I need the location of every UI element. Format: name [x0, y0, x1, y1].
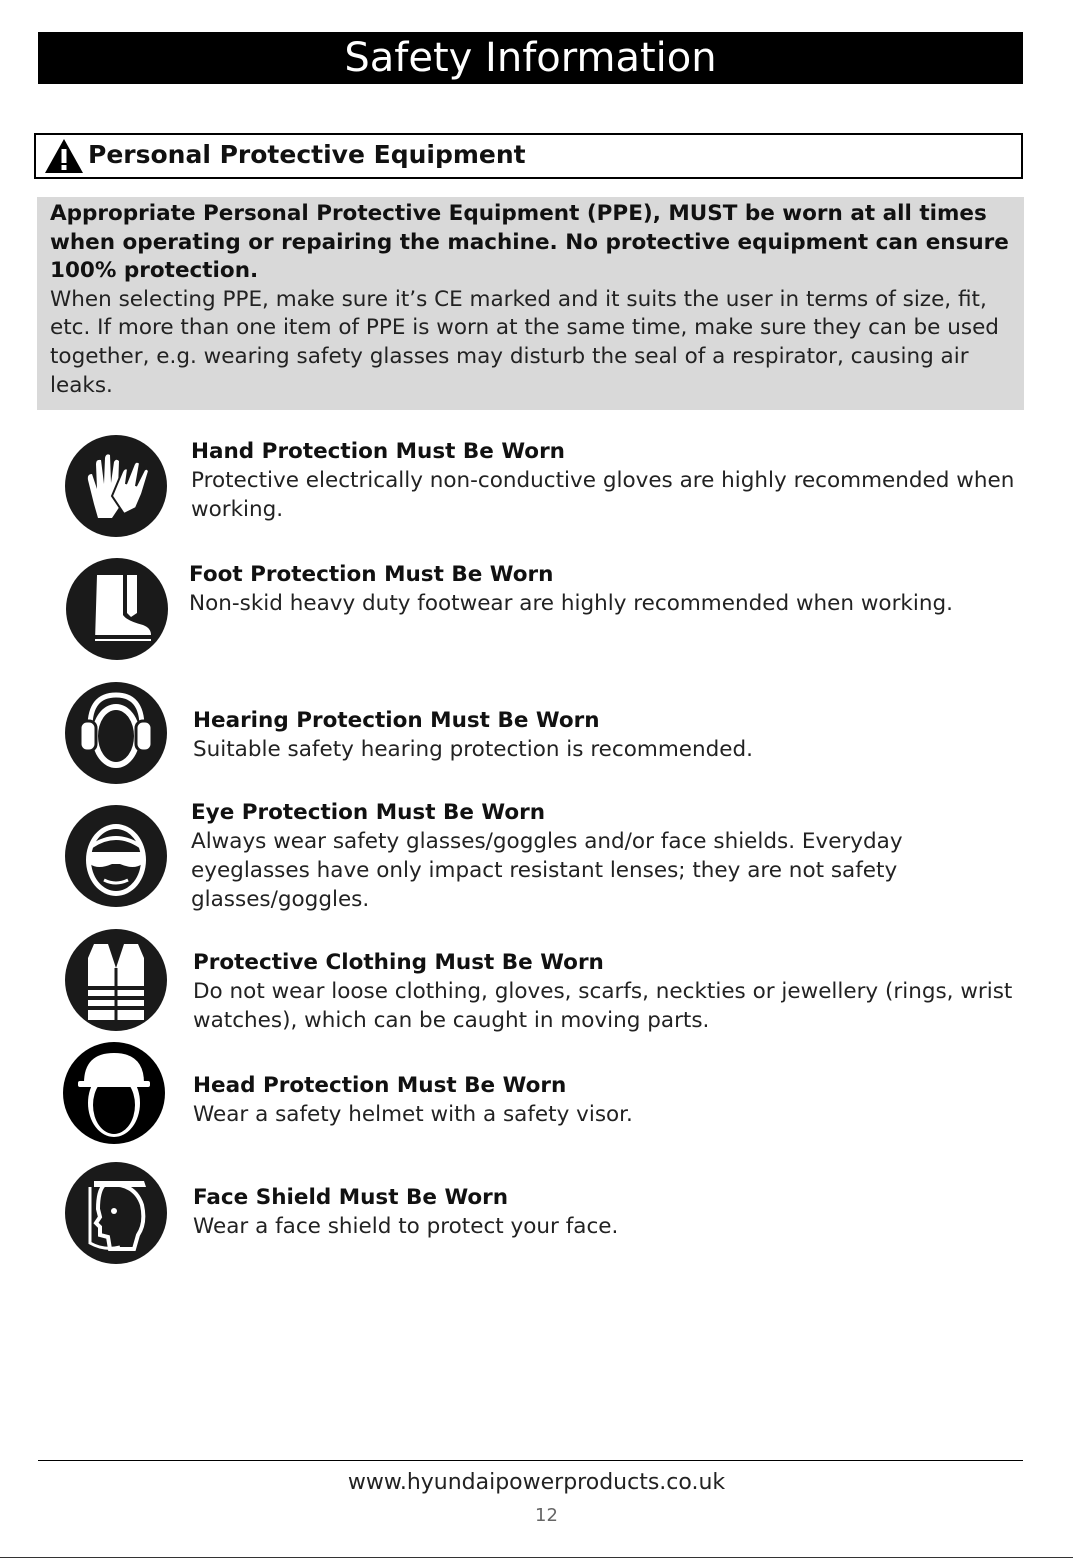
item-heading: Face Shield Must Be Worn: [193, 1185, 509, 1210]
item-heading: Protective Clothing Must Be Worn: [193, 950, 604, 975]
safety-glasses-icon: [64, 804, 168, 908]
page-title: Safety Information: [38, 32, 1023, 84]
ppe-intro-panel: [37, 197, 1024, 410]
item-heading: Hand Protection Must Be Worn: [191, 439, 565, 464]
gloves-icon: [64, 434, 168, 538]
ppe-intro-warning: Appropriate Personal Protective Equipment (PPE), MUST be worn at all times when operating or repairing the machine. No protective equipment can ensure 100% protection.: [50, 201, 1009, 284]
item-body: Suitable safety hearing protection is recommended.: [193, 737, 753, 762]
item-body: Non-skid heavy duty footwear are highly recommended when working.: [189, 591, 953, 616]
item-body: Wear a face shield to protect your face.: [193, 1214, 619, 1239]
item-body: Always wear safety glasses/goggles and/or face shields. Everyday eyeglasses have only impact resistant lenses; they are not safety glasses/goggles.: [191, 829, 903, 912]
item-heading: Foot Protection Must Be Worn: [189, 562, 554, 587]
item-body: Wear a safety helmet with a safety visor.: [193, 1102, 633, 1127]
item-heading: Eye Protection Must Be Worn: [191, 800, 546, 825]
boot-icon: [65, 557, 169, 661]
item-heading: Hearing Protection Must Be Worn: [193, 708, 600, 733]
section-header: [34, 133, 1023, 179]
page-number: 12: [535, 1505, 558, 1526]
ppe-intro-body: When selecting PPE, make sure it’s CE marked and it suits the user in terms of size, fit, etc. If more than one item of PPE is worn at the same time, make sure they can be used together, e.g. wearing safety glasses may disturb the seal of a respirator, causing air leaks.: [50, 286, 999, 398]
section-title: Personal Protective Equipment: [88, 140, 526, 169]
hi-vis-vest-icon: [64, 928, 168, 1032]
hard-hat-icon: [62, 1041, 166, 1145]
item-body: Do not wear loose clothing, gloves, scarfs, neckties or jewellery (rings, wrist watches), which can be caught in moving parts.: [193, 979, 1013, 1033]
item-heading: Head Protection Must Be Worn: [193, 1073, 567, 1098]
footer-website: www.hyundaipowerproducts.co.uk: [347, 1470, 726, 1495]
ear-defenders-icon: [64, 681, 168, 785]
footer-divider: [38, 1460, 1023, 1461]
warning-triangle-icon: [44, 138, 84, 174]
face-shield-icon: [64, 1161, 168, 1265]
item-body: Protective electrically non-conductive gloves are highly recommended when working.: [191, 468, 1015, 522]
page-bottom-divider: [0, 1557, 1073, 1558]
